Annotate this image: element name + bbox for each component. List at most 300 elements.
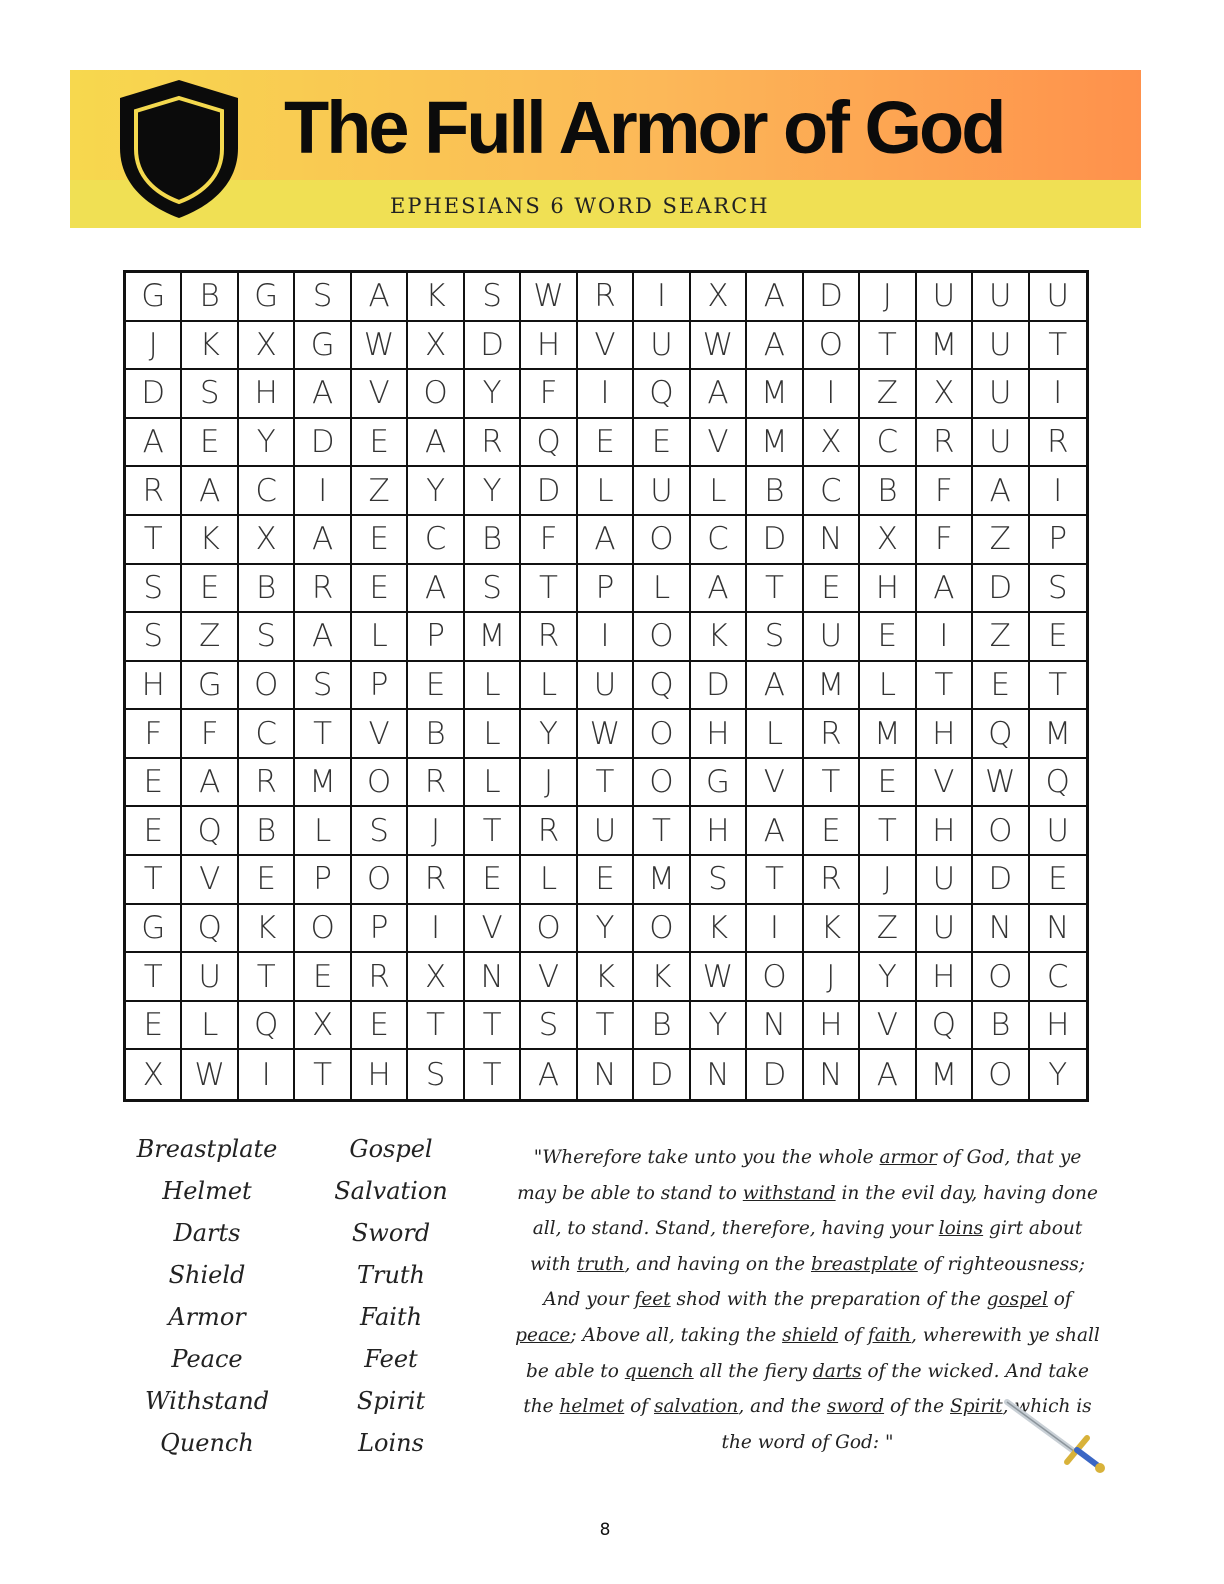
grid-cell[interactable]: T [126, 953, 182, 1002]
grid-cell[interactable]: X [408, 322, 464, 371]
grid-cell[interactable]: G [126, 273, 182, 322]
verse-text: of the [884, 1396, 951, 1418]
grid-cell[interactable]: T [804, 759, 860, 808]
grid-cell[interactable]: T [465, 1050, 521, 1099]
grid-cell[interactable]: C [804, 467, 860, 516]
grid-cell[interactable]: Q [182, 905, 238, 954]
grid-cell[interactable]: D [691, 662, 747, 711]
grid-cell[interactable]: H [691, 807, 747, 856]
grid-cell[interactable]: R [126, 467, 182, 516]
grid-cell[interactable]: V [465, 905, 521, 954]
grid-cell[interactable]: C [691, 516, 747, 565]
grid-cell[interactable]: S [747, 613, 803, 662]
grid-cell[interactable]: W [578, 710, 634, 759]
grid-cell[interactable]: U [578, 807, 634, 856]
grid-cell[interactable]: L [634, 565, 690, 614]
grid-cell[interactable]: Z [182, 613, 238, 662]
grid-cell[interactable]: E [465, 856, 521, 905]
grid-cell[interactable]: U [973, 370, 1029, 419]
grid-cell[interactable]: V [747, 759, 803, 808]
grid-cell[interactable]: U [578, 662, 634, 711]
grid-cell[interactable]: G [182, 662, 238, 711]
grid-cell[interactable]: E [578, 856, 634, 905]
grid-cell[interactable]: C [408, 516, 464, 565]
grid-cell[interactable]: H [917, 807, 973, 856]
grid-cell[interactable]: V [691, 419, 747, 468]
grid-cell[interactable]: A [182, 467, 238, 516]
grid-cell[interactable]: R [917, 419, 973, 468]
grid-cell[interactable]: J [408, 807, 464, 856]
grid-cell[interactable]: E [1030, 856, 1086, 905]
grid-cell[interactable]: S [352, 807, 408, 856]
grid-cell[interactable]: I [1030, 370, 1086, 419]
grid-cell[interactable]: A [521, 1050, 577, 1099]
grid-cell[interactable]: Q [973, 710, 1029, 759]
grid-cell[interactable]: S [521, 1002, 577, 1051]
grid-cell[interactable]: Q [917, 1002, 973, 1051]
grid-cell[interactable]: B [239, 565, 295, 614]
grid-cell[interactable]: B [239, 807, 295, 856]
grid-cell[interactable]: R [295, 565, 351, 614]
grid-cell[interactable]: Z [973, 613, 1029, 662]
grid-cell[interactable]: T [295, 1050, 351, 1099]
grid-cell[interactable]: R [1030, 419, 1086, 468]
grid-cell[interactable]: A [578, 516, 634, 565]
grid-cell[interactable]: Z [860, 370, 916, 419]
grid-cell[interactable]: U [917, 905, 973, 954]
grid-cell[interactable]: A [691, 565, 747, 614]
grid-cell[interactable]: L [295, 807, 351, 856]
page-title: The Full Armor of God [284, 86, 1004, 169]
grid-cell[interactable]: N [691, 1050, 747, 1099]
grid-cell[interactable]: F [126, 710, 182, 759]
grid-cell[interactable]: V [578, 322, 634, 371]
grid-cell[interactable]: S [239, 613, 295, 662]
grid-cell[interactable]: E [578, 419, 634, 468]
grid-cell[interactable]: G [691, 759, 747, 808]
grid-cell[interactable]: S [408, 1050, 464, 1099]
grid-cell[interactable]: O [634, 905, 690, 954]
grid-cell[interactable]: T [860, 807, 916, 856]
grid-cell[interactable]: T [126, 856, 182, 905]
grid-cell[interactable]: A [747, 322, 803, 371]
verse-text: all the fiery [693, 1360, 813, 1382]
grid-cell[interactable]: N [804, 1050, 860, 1099]
grid-cell[interactable]: O [634, 613, 690, 662]
grid-cell[interactable]: N [1030, 905, 1086, 954]
grid-cell[interactable]: T [295, 710, 351, 759]
grid-cell[interactable]: P [352, 905, 408, 954]
grid-cell[interactable]: P [1030, 516, 1086, 565]
grid-cell[interactable]: A [126, 419, 182, 468]
grid-cell[interactable]: D [465, 322, 521, 371]
grid-cell[interactable]: U [973, 419, 1029, 468]
grid-cell[interactable]: U [634, 322, 690, 371]
grid-cell[interactable]: D [973, 856, 1029, 905]
grid-cell[interactable]: X [408, 953, 464, 1002]
grid-cell[interactable]: T [1030, 662, 1086, 711]
grid-cell[interactable]: T [465, 1002, 521, 1051]
grid-cell[interactable]: J [860, 273, 916, 322]
grid-cell[interactable]: W [352, 322, 408, 371]
grid-cell[interactable]: C [239, 710, 295, 759]
grid-cell[interactable]: A [860, 1050, 916, 1099]
grid-cell[interactable]: L [747, 710, 803, 759]
grid-cell[interactable]: A [352, 273, 408, 322]
grid-cell[interactable]: K [578, 953, 634, 1002]
grid-cell[interactable]: W [691, 322, 747, 371]
grid-cell[interactable]: E [182, 419, 238, 468]
grid-cell[interactable]: G [126, 905, 182, 954]
grid-cell[interactable]: E [1030, 613, 1086, 662]
grid-cell[interactable]: U [917, 856, 973, 905]
grid-cell[interactable]: U [1030, 273, 1086, 322]
grid-cell[interactable]: V [352, 710, 408, 759]
grid-cell[interactable]: X [239, 322, 295, 371]
grid-cell[interactable]: R [352, 953, 408, 1002]
grid-cell[interactable]: K [691, 613, 747, 662]
grid-cell[interactable]: T [634, 807, 690, 856]
grid-cell[interactable]: E [126, 807, 182, 856]
grid-cell[interactable]: L [465, 710, 521, 759]
grid-cell[interactable]: C [860, 419, 916, 468]
grid-cell[interactable]: T [126, 516, 182, 565]
grid-cell[interactable]: E [804, 807, 860, 856]
grid-cell[interactable]: Y [521, 710, 577, 759]
grid-cell[interactable]: A [295, 613, 351, 662]
grid-cell[interactable]: B [860, 467, 916, 516]
grid-cell[interactable]: Y [860, 953, 916, 1002]
grid-cell[interactable]: L [691, 467, 747, 516]
grid-cell[interactable]: Y [465, 370, 521, 419]
grid-cell[interactable]: M [1030, 710, 1086, 759]
grid-cell[interactable]: L [182, 1002, 238, 1051]
grid-cell[interactable]: R [521, 807, 577, 856]
grid-cell[interactable]: T [917, 662, 973, 711]
grid-cell[interactable]: B [182, 273, 238, 322]
grid-cell[interactable]: T [465, 807, 521, 856]
grid-cell[interactable]: E [634, 419, 690, 468]
verse-text: , and having on the [624, 1253, 811, 1275]
grid-cell[interactable]: O [352, 856, 408, 905]
grid-cell[interactable]: I [634, 273, 690, 322]
grid-cell[interactable]: H [352, 1050, 408, 1099]
grid-cell[interactable]: U [182, 953, 238, 1002]
grid-cell[interactable]: A [747, 662, 803, 711]
grid-cell[interactable]: O [747, 953, 803, 1002]
grid-cell[interactable]: I [408, 905, 464, 954]
grid-cell[interactable]: E [860, 613, 916, 662]
grid-cell[interactable]: V [182, 856, 238, 905]
grid-cell[interactable]: T [1030, 322, 1086, 371]
grid-cell[interactable]: E [804, 565, 860, 614]
grid-cell[interactable]: S [1030, 565, 1086, 614]
grid-cell[interactable]: C [239, 467, 295, 516]
grid-cell[interactable]: Y [1048, 1056, 1068, 1093]
grid-cell[interactable]: E [860, 759, 916, 808]
grid-cell[interactable]: C [1030, 953, 1086, 1002]
grid-cell[interactable]: K [634, 953, 690, 1002]
grid-cell[interactable]: T [239, 953, 295, 1002]
grid-cell[interactable]: O [634, 516, 690, 565]
grid-cell[interactable]: R [521, 613, 577, 662]
verse-text: of the wicked. And take the [523, 1360, 1089, 1418]
grid-cell[interactable]: H [691, 710, 747, 759]
grid-cell[interactable]: S [182, 370, 238, 419]
grid-cell[interactable]: U [973, 322, 1029, 371]
grid-cell[interactable]: V [521, 953, 577, 1002]
word-list-item: Peace [171, 1345, 243, 1373]
grid-cell[interactable]: Q [634, 662, 690, 711]
grid-cell[interactable]: V [352, 370, 408, 419]
grid-cell[interactable]: W [521, 273, 577, 322]
grid-cell[interactable]: E [182, 565, 238, 614]
grid-cell[interactable]: M [860, 710, 916, 759]
grid-cell[interactable]: O [295, 905, 351, 954]
grid-cell[interactable]: B [465, 516, 521, 565]
grid-cell[interactable]: S [295, 662, 351, 711]
grid-cell[interactable]: F [917, 516, 973, 565]
grid-cell[interactable]: K [239, 905, 295, 954]
grid-cell[interactable]: W [691, 953, 747, 1002]
grid-cell[interactable]: E [352, 516, 408, 565]
grid-cell[interactable]: T [578, 759, 634, 808]
grid-cell[interactable]: T [521, 565, 577, 614]
grid-cell[interactable]: P [408, 613, 464, 662]
grid-cell[interactable]: Y [408, 467, 464, 516]
grid-cell[interactable]: S [465, 565, 521, 614]
grid-cell[interactable]: K [182, 322, 238, 371]
grid-cell[interactable]: E [126, 759, 182, 808]
grid-cell[interactable]: O [239, 662, 295, 711]
grid-cell[interactable]: L [521, 856, 577, 905]
grid-cell[interactable]: E [126, 1002, 182, 1051]
grid-cell[interactable]: U [1030, 807, 1086, 856]
grid-cell[interactable]: M [917, 1050, 973, 1099]
grid-cell[interactable]: D [747, 516, 803, 565]
grid-cell[interactable]: I [1030, 467, 1086, 516]
grid-cell[interactable]: N [747, 1002, 803, 1051]
grid-cell[interactable]: D [295, 419, 351, 468]
grid-cell[interactable]: Q [521, 419, 577, 468]
grid-cell[interactable]: I [747, 905, 803, 954]
grid-cell[interactable]: A [973, 467, 1029, 516]
grid-cell[interactable]: L [352, 613, 408, 662]
grid-cell[interactable]: M [295, 759, 351, 808]
grid-cell[interactable]: L [521, 662, 577, 711]
grid-cell[interactable]: A [295, 370, 351, 419]
grid-cell[interactable]: J [521, 759, 577, 808]
grid-cell[interactable]: X [239, 516, 295, 565]
grid-cell[interactable]: S [126, 565, 182, 614]
grid-cell[interactable]: S [691, 856, 747, 905]
grid-cell[interactable]: H [239, 370, 295, 419]
grid-cell[interactable]: X [295, 1002, 351, 1051]
grid-cell[interactable]: G [239, 273, 295, 322]
grid-cell[interactable]: X [860, 516, 916, 565]
grid-cell[interactable]: J [860, 856, 916, 905]
grid-cell[interactable]: A [747, 807, 803, 856]
grid-cell[interactable]: R [408, 856, 464, 905]
grid-cell[interactable]: P [578, 565, 634, 614]
grid-cell[interactable]: L [465, 662, 521, 711]
grid-cell[interactable]: R [239, 759, 295, 808]
grid-cell[interactable]: K [691, 905, 747, 954]
grid-cell[interactable]: Y [465, 467, 521, 516]
grid-cell[interactable]: E [973, 662, 1029, 711]
grid-cell[interactable]: X [126, 1050, 182, 1099]
grid-cell[interactable]: T [747, 856, 803, 905]
grid-cell[interactable]: E [352, 419, 408, 468]
grid-cell[interactable]: V [860, 1002, 916, 1051]
grid-cell[interactable]: Z [973, 516, 1029, 565]
grid-cell[interactable]: O [634, 710, 690, 759]
grid-cell[interactable]: F [521, 516, 577, 565]
grid-cell[interactable]: A [408, 565, 464, 614]
grid-cell[interactable]: D [126, 370, 182, 419]
grid-cell[interactable]: K [182, 516, 238, 565]
grid-cell[interactable]: B [408, 710, 464, 759]
grid-cell[interactable]: U [917, 273, 973, 322]
grid-cell[interactable]: Y [239, 419, 295, 468]
grid-cell[interactable]: E [408, 662, 464, 711]
grid-cell[interactable]: M [804, 662, 860, 711]
grid-cell[interactable]: K [804, 905, 860, 954]
grid-cell[interactable]: H [126, 662, 182, 711]
page-subtitle: EPHESIANS 6 WORD SEARCH [390, 194, 770, 218]
grid-cell[interactable]: V [917, 759, 973, 808]
grid-cell[interactable]: Q [634, 370, 690, 419]
grid-cell[interactable]: X [917, 370, 973, 419]
grid-cell[interactable]: O [804, 322, 860, 371]
grid-cell[interactable]: D [521, 467, 577, 516]
grid-cell[interactable]: H [917, 710, 973, 759]
grid-cell[interactable]: X [691, 273, 747, 322]
grid-cell[interactable]: H [804, 1002, 860, 1051]
verse-keyword: Spirit [950, 1396, 1003, 1418]
grid-cell[interactable]: A [917, 565, 973, 614]
grid-cell[interactable]: D [634, 1050, 690, 1099]
grid-cell[interactable]: O [408, 370, 464, 419]
grid-cell[interactable]: X [804, 419, 860, 468]
grid-cell[interactable]: I [239, 1050, 295, 1099]
grid-cell[interactable]: J [126, 322, 182, 371]
grid-cell[interactable]: T [860, 322, 916, 371]
grid-cell[interactable]: B [634, 1002, 690, 1051]
grid-cell[interactable]: I [917, 613, 973, 662]
grid-cell[interactable]: O [973, 1050, 1029, 1099]
grid-cell[interactable]: O [634, 759, 690, 808]
grid-cell[interactable]: E [239, 856, 295, 905]
grid-cell[interactable]: I [578, 370, 634, 419]
grid-cell[interactable]: F [182, 710, 238, 759]
grid-cell[interactable]: L [465, 759, 521, 808]
grid-cell[interactable]: R [804, 856, 860, 905]
grid-cell[interactable]: N [973, 905, 1029, 954]
grid-cell[interactable]: U [804, 613, 860, 662]
grid-cell[interactable]: R [804, 710, 860, 759]
grid-cell[interactable]: I [804, 370, 860, 419]
grid-cell[interactable]: O [973, 807, 1029, 856]
grid-cell[interactable]: M [465, 613, 521, 662]
grid-cell[interactable]: M [634, 856, 690, 905]
grid-cell[interactable]: E [295, 953, 351, 1002]
grid-cell[interactable]: D [973, 565, 1029, 614]
grid-cell[interactable]: Q [182, 807, 238, 856]
grid-cell[interactable]: R [408, 759, 464, 808]
grid-cell[interactable]: S [295, 273, 351, 322]
grid-cell[interactable]: W [182, 1050, 238, 1099]
grid-cell[interactable]: G [295, 322, 351, 371]
grid-cell[interactable]: L [860, 662, 916, 711]
grid-cell[interactable]: O [352, 759, 408, 808]
grid-cell[interactable]: H [521, 322, 577, 371]
grid-cell[interactable]: E [352, 565, 408, 614]
grid-cell[interactable]: E [352, 1002, 408, 1051]
grid-cell[interactable]: U [634, 467, 690, 516]
grid-cell[interactable]: T [408, 1002, 464, 1051]
grid-cell[interactable]: S [126, 613, 182, 662]
grid-cell[interactable]: Y [578, 905, 634, 954]
grid-cell[interactable]: R [465, 419, 521, 468]
grid-cell[interactable]: T [578, 1002, 634, 1051]
grid-cell[interactable]: P [352, 662, 408, 711]
grid-cell[interactable]: W [973, 759, 1029, 808]
grid-cell[interactable]: R [578, 273, 634, 322]
grid-cell[interactable]: H [860, 565, 916, 614]
grid-cell[interactable]: B [973, 1002, 1029, 1051]
grid-cell[interactable]: M [747, 419, 803, 468]
grid-cell[interactable]: N [465, 953, 521, 1002]
grid-cell[interactable]: Y [691, 1002, 747, 1051]
verse-keyword: helmet [559, 1396, 625, 1418]
grid-cell[interactable]: L [578, 467, 634, 516]
grid-cell[interactable]: P [295, 856, 351, 905]
grid-cell[interactable]: Z [352, 467, 408, 516]
grid-cell[interactable]: N [578, 1050, 634, 1099]
grid-cell[interactable]: I [295, 467, 351, 516]
grid-cell[interactable]: A [408, 419, 464, 468]
grid-cell[interactable]: M [917, 322, 973, 371]
grid-cell[interactable]: F [521, 370, 577, 419]
grid-cell[interactable]: N [804, 516, 860, 565]
grid-cell[interactable]: S [465, 273, 521, 322]
grid-cell[interactable]: Z [860, 905, 916, 954]
grid-cell[interactable]: Q [1030, 759, 1086, 808]
grid-cell[interactable]: Q [239, 1002, 295, 1051]
grid-cell[interactable]: K [408, 273, 464, 322]
grid-cell[interactable]: U [973, 273, 1029, 322]
grid-cell[interactable]: F [917, 467, 973, 516]
grid-cell[interactable]: H [1030, 1002, 1086, 1051]
grid-cell[interactable]: D [804, 273, 860, 322]
grid-cell[interactable]: I [578, 613, 634, 662]
grid-cell[interactable]: M [747, 370, 803, 419]
grid-cell[interactable]: A [747, 273, 803, 322]
verse-keyword: armor [879, 1147, 937, 1168]
grid-cell[interactable]: B [747, 467, 803, 516]
grid-cell[interactable]: O [521, 905, 577, 954]
grid-cell[interactable]: T [747, 565, 803, 614]
grid-cell[interactable]: D [747, 1050, 803, 1099]
grid-cell[interactable]: J [804, 953, 860, 1002]
word-list-item: Breastplate [136, 1135, 278, 1163]
grid-cell[interactable]: A [182, 759, 238, 808]
grid-cell[interactable]: O [973, 953, 1029, 1002]
grid-cell[interactable]: H [917, 953, 973, 1002]
grid-cell[interactable]: A [295, 516, 351, 565]
grid-cell[interactable]: A [691, 370, 747, 419]
